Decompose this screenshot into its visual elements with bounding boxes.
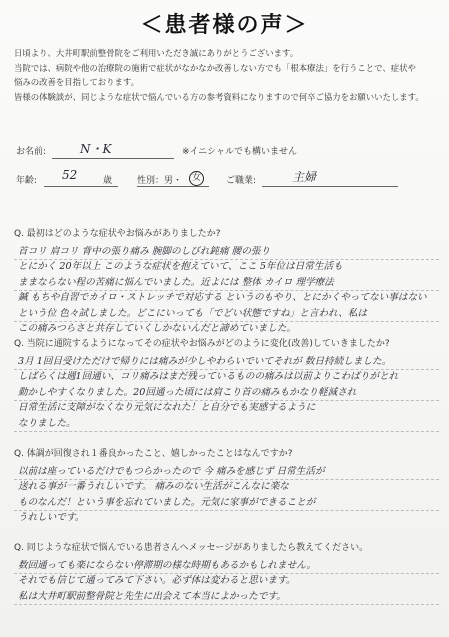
answer-line: それでも信じて通ってみて下さい。必ず体は変わると思います。 [18,575,296,587]
ruled-line [14,431,439,432]
gender-label: 性別：男・ [137,176,183,186]
question-4: Q. 同じような症状で悩んでいる患者さんへメッセージがありましたら教えてください。 [14,543,369,553]
answer-line: 首コリ 肩コリ 背中の張り痛み 腕脚のしびれ鈍痛 腰の張り [18,246,271,257]
gender-underline [137,186,209,187]
answer-line: ものなんだ！という事を忘れていました。元気に家事ができることが [18,496,316,508]
answer-line: しばらくは週1回通い、コリ痛みはまだ残っているものの痛みは以前よりこわばりがとれ [18,371,399,383]
ruled-line [14,259,439,260]
age-value: 52 [62,168,78,182]
answer-3 [18,464,438,526]
job-value: 主婦 [292,170,317,184]
question-3: Q. 体調が回復され１番良かったこと、嬉しかったことはなんですか? [14,449,293,459]
intro-line: 悩みの改善を目指しております。 [14,77,139,88]
answer-2 [18,354,438,431]
intro-line: 日頃より、大井町駅前整骨院をご利用いただき誠にありがとうございます。 [14,48,299,58]
name-label: お名前: [16,147,47,157]
ruled-line [14,290,439,291]
intro-text [14,46,439,104]
name-note: ※イニシャルでも構いません [182,147,298,157]
answer-line: とにかく 20年以上 このような症状を抱えていて、ここ 5年位は日常生活も [18,261,343,273]
question-1: Q. 最初はどのような症状やお悩みがありましたか? [14,229,221,239]
answer-line: うれしいです。 [18,512,85,524]
ruled-line [14,573,439,574]
ruled-line [14,400,439,401]
answer-line: 動かしやすくなりました。20回通った頃には肩こり首の痛みもかなり軽減され [18,386,357,398]
ruled-line [14,369,439,370]
name-value: N・K [80,142,112,156]
answer-line: ままならない程の苦痛に悩んでいました。近よには 整体 カイロ 理学療法 [18,276,334,288]
ruled-line [14,321,439,322]
ruled-line [14,604,439,605]
intro-line: 皆様の体験談が、同じような症状で悩んでいる方の参考資料になりますので何卒ご協力をお願いいたします。 [14,91,424,102]
intro-line: 当院では、病院や他の治療院の施術で症状がなかなか改善しない方でも「根本療法」を行うことで、症状や [14,62,416,73]
answer-line: この痛みつらさと共存していくしかないんだと諦めていました。 [18,323,297,335]
name-underline [52,158,174,159]
answer-line: なりました。 [18,417,76,429]
gender-circle: 女 [189,171,204,186]
age-label: 年齢: [16,176,38,186]
page-title: ＜患者様の声＞ [140,13,309,38]
answer-line: という位 色々試しました。どこにいっても「でどい状態ですね」と言われ、私は [18,307,367,319]
age-unit: 歳 [103,176,113,186]
answer-line: 送れる事が一番うれしいです。 痛みのない生活がこんなに楽な [18,481,289,493]
ruled-line [14,479,439,480]
answer-line: 私は大井町駅前整骨院と先生に出会えて本当によかったです。 [18,590,286,602]
gender-selected [189,171,204,186]
answer-line: 日常生活に支障がなくなり元気になれた！と自分でも実感するように [18,402,316,414]
answer-line: 3月 1回目受けただけで帰りには痛みが少しやわらいでいてそれが 数日持続しました。 [18,356,392,367]
answer-line: 鍼 もちや自習でカイロ・ストレッチで対応する というのもやり、とにかくやってない事はない [18,292,427,304]
answer-line: 以前は座っているだけでもつらかったので 今 痛みを感じず 日常生活が [18,466,325,477]
job-label: ご職業: [226,176,257,186]
answer-line: 数回通っても楽にならない停滞期の様な時期もあるかもしれません。 [18,560,316,571]
answer-4 [18,558,438,604]
question-2: Q. 当院に通院するようになってその症状やお悩みがどのように変化(改善)していきましたか? [14,339,390,349]
ruled-line [14,510,439,511]
job-underline [262,186,398,187]
age-underline [44,186,118,187]
